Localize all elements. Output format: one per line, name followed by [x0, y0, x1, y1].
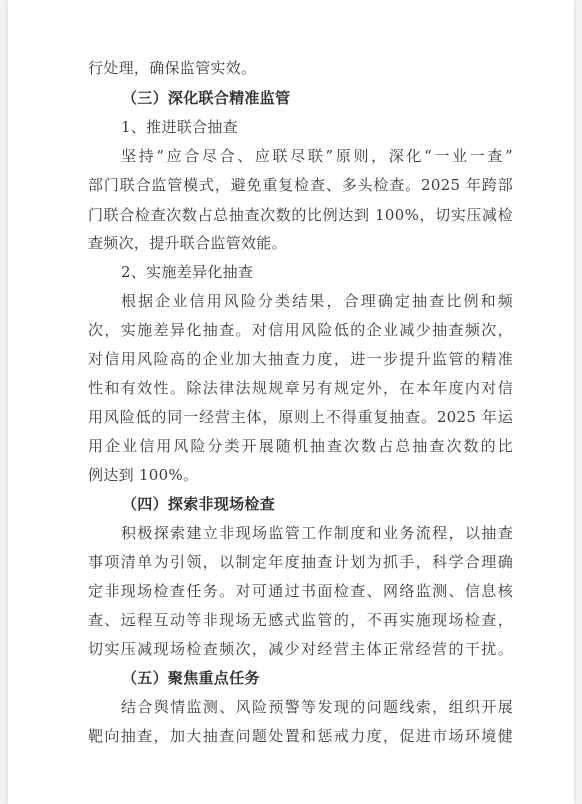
text-line: 次，实施差异化抽查。对信用风险低的企业减少抽查频次，	[88, 321, 513, 339]
text-line: 查、远程互动等非现场无感式监管的，不再实施现场检查，	[88, 611, 513, 629]
section-heading: （五）聚焦重点任务	[122, 669, 260, 687]
subsection-heading: 1、推进联合抽查	[121, 118, 238, 136]
section-heading: （四）探索非现场检查	[122, 495, 276, 513]
text-line: 积极探索建立非现场监管工作制度和业务流程，以抽查	[121, 524, 513, 542]
text-line: 用风险低的同一经营主体，原则上不得重复抽查。2025 年运	[88, 408, 513, 426]
text-line: 切实压减现场检查频次，减少对经营主体正常经营的干扰。	[88, 640, 513, 658]
text-line: 结合舆情监测、风险预警等发现的问题线索，组织开展	[121, 698, 513, 716]
text-line: 用企业信用风险分类开展随机抽查次数占总抽查次数的比	[88, 437, 513, 455]
text-line: 对信用风险高的企业加大抽查力度，进一步提升监管的精准	[88, 350, 513, 368]
section-heading: （三）深化联合精准监管	[122, 89, 291, 107]
document-page	[8, 0, 574, 804]
text-line: 性和有效性。除法律法规规章另有规定外，在本年度内对信	[88, 379, 513, 397]
text-line: 例达到 100%。	[88, 466, 199, 484]
text-line: 事项清单为引领，以制定年度抽查计划为抓手，科学合理确	[88, 553, 513, 571]
text-line: 查频次，提升联合监管效能。	[88, 234, 287, 252]
text-line: 靶向抽查，加大抽查问题处置和惩戒力度，促进市场环境健	[88, 727, 513, 745]
text-line: 部门联合监管模式，避免重复检查、多头检查。2025 年跨部	[88, 176, 513, 194]
subsection-heading: 2、实施差异化抽查	[121, 263, 254, 281]
text-line: 定非现场检查任务。对可通过书面检查、网络监测、信息核	[88, 582, 513, 600]
text-line: 门联合检查次数占总抽查次数的比例达到 100%，切实压减检	[88, 206, 513, 224]
text-line: 行处理，确保监管实效。	[88, 59, 257, 77]
text-line: 坚持“应合尽合、应联尽联”原则，深化“一业一查”	[121, 147, 513, 165]
text-line: 根据企业信用风险分类结果，合理确定抽查比例和频	[121, 292, 513, 310]
